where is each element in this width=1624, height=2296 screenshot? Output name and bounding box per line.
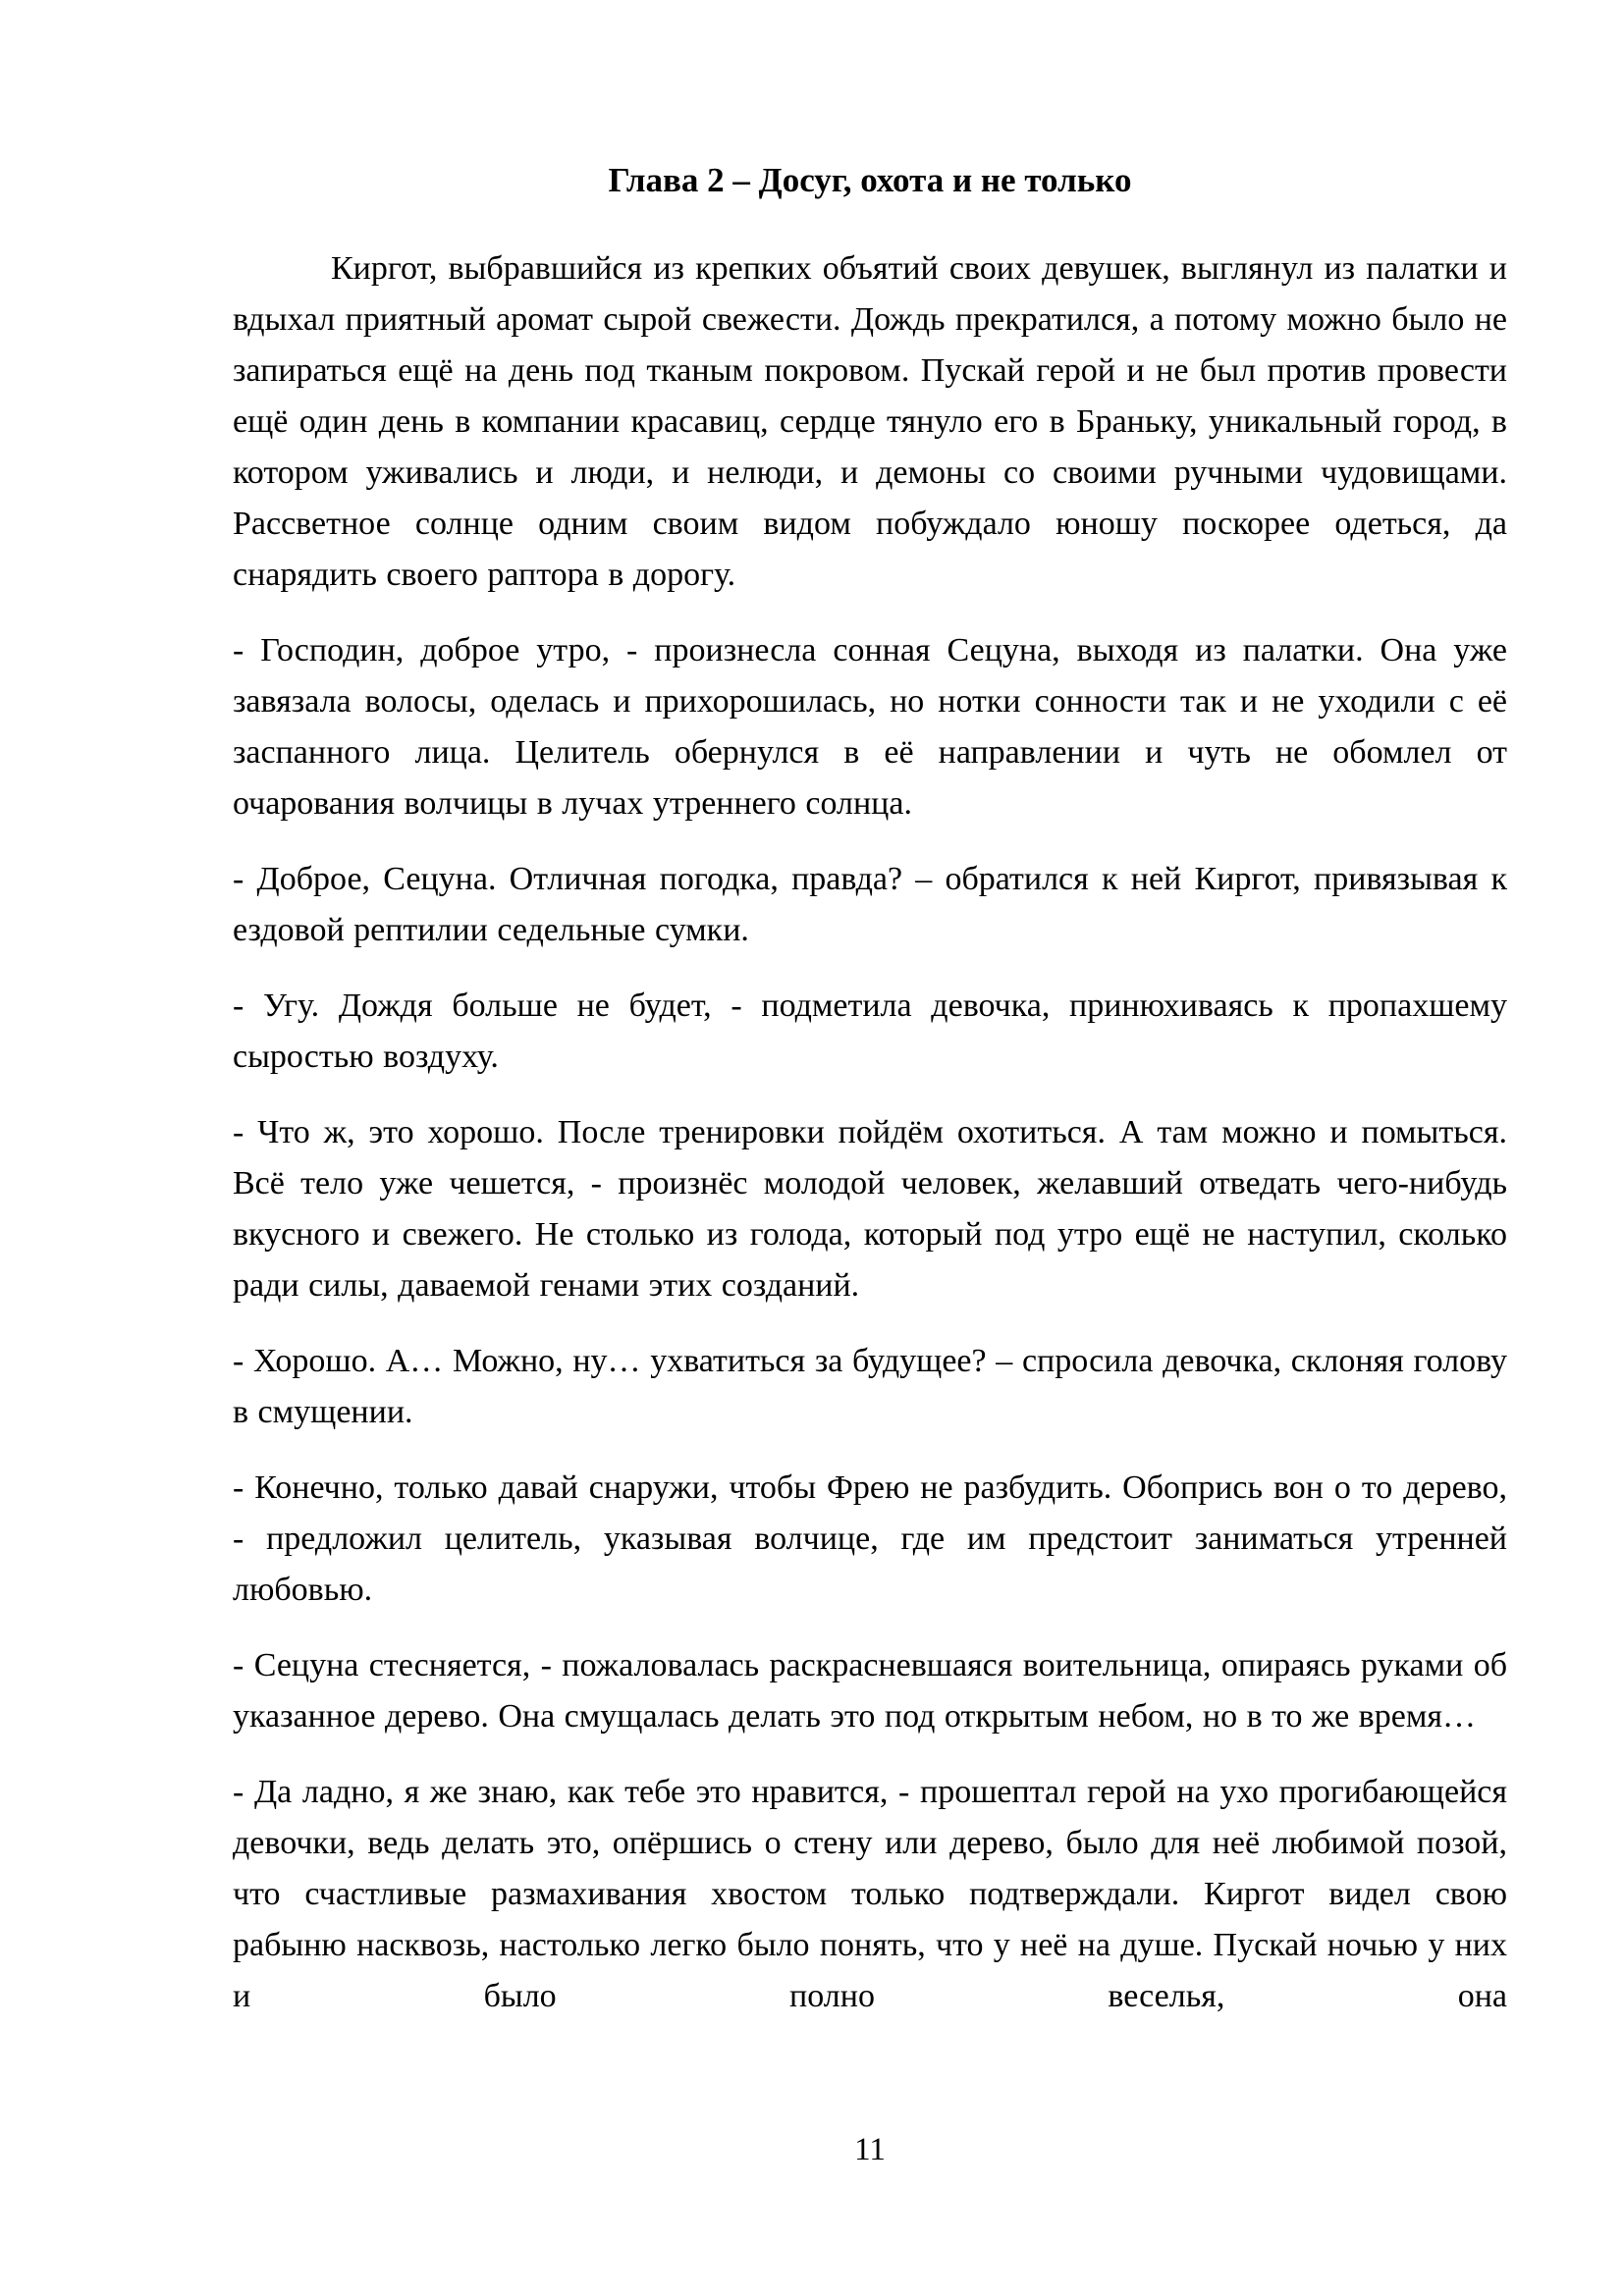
paragraph: - Что ж, это хорошо. После тренировки пойдём охотиться. А там можно и помыться. Всё тело уже чешется, - произнёс молодой человек, желавший отведать чего-нибудь вкусного и свежего. Не столько из голода, который под утро ещё не наступил, сколько ради силы, даваемой генами этих созданий. (233, 1114, 1507, 1304)
paragraph: - Конечно, только давай снаружи, чтобы Фрею не разбудить. Обопрись вон о то дерево, - предложил целитель, указывая волчице, где им предстоит заниматься утренней любовью. (233, 1469, 1507, 1608)
paragraph: - Хорошо. А… Можно, ну… ухватиться за будущее? – спросила девочка, склоняя голову в смущении. (233, 1343, 1507, 1430)
paragraph: - Угу. Дождя больше не будет, - подметила девочка, принюхиваясь к пропахшему сыростью воздуху. (233, 988, 1507, 1075)
paragraph: - Господин, доброе утро, - произнесла сонная Сецуна, выходя из палатки. Она уже завязала волосы, оделась и прихорошилась, но нотки сонности так и не уходили с её заспанного лица. Целитель обернулся в её направлении и чуть не обомлел от очарования волчицы в лучах утреннего солнца. (233, 632, 1507, 822)
paragraph: - Сецуна стесняется, - пожаловалась раскрасневшаяся воительница, опираясь руками об указанное дерево. Она смущалась делать это под открытым небом, но в то же время… (233, 1647, 1507, 1735)
page-number: 11 (854, 2132, 886, 2167)
paragraph: - Доброе, Сецуна. Отличная погодка, правда? – обратился к ней Киргот, привязывая к ездовой рептилии седельные сумки. (233, 861, 1507, 948)
document-body (233, 243, 1507, 2022)
paragraph: Киргот, выбравшийся из крепких объятий своих девушек, выглянул из палатки и вдыхал приятный аромат сырой свежести. Дождь прекратился, а потому можно было не запираться ещё на день под тканым покровом. Пускай герой и не был против провести ещё один день в компании красавиц, сердце тянуло его в Браньку, уникальный город, в котором уживались и люди, и нелюди, и демоны со своими ручными чудовищами. Рассветное солнце одним своим видом побуждало юношу поскорее одеться, да снарядить своего раптора в дорогу. (233, 250, 1507, 593)
chapter-title: Глава 2 – Досуг, охота и не только (608, 161, 1132, 199)
paragraph: - Да ладно, я же знаю, как тебе это нравится, - прошептал герой на ухо прогибающейся девочки, ведь делать это, опёршись о стену или дерево, было для неё любимой позой, что счастливые размахивания хвостом только подтверждали. Киргот видел свою рабыню насквозь, настолько легко было понять, что у неё на душе. Пускай ночью у них и было полно веселья, она (233, 1774, 1507, 2014)
